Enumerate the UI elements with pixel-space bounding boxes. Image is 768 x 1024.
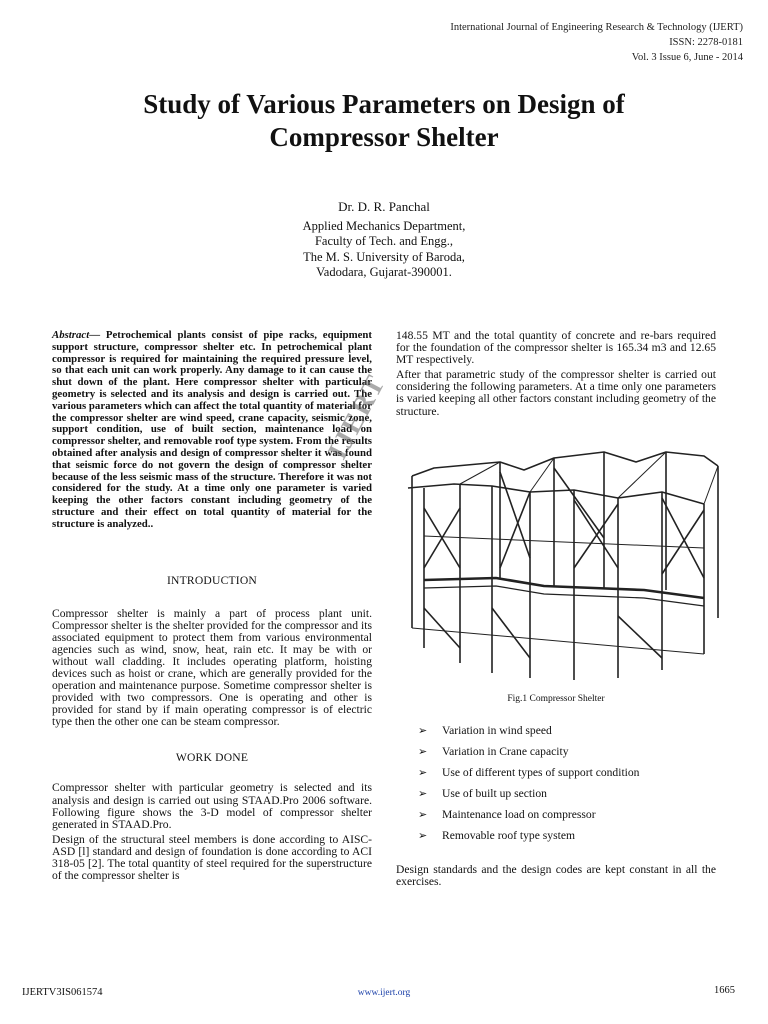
- footer-website-link[interactable]: www.ijert.org: [357, 988, 411, 998]
- list-item-label: Use of different types of support condition: [442, 766, 640, 779]
- footer-paper-id: IJERTV3IS061574: [22, 987, 103, 998]
- author-block: [184, 199, 584, 281]
- list-item-label: Use of built up section: [442, 787, 547, 800]
- list-item: [418, 766, 639, 787]
- list-item: [418, 745, 639, 766]
- author-name: Dr. D. R. Panchal: [338, 199, 430, 214]
- author-affiliation-4: Vadodara, Gujarat-390001.: [316, 265, 452, 279]
- closing-paragraph: Design standards and the design codes are kept constant in all the exercises.: [396, 863, 716, 889]
- arrow-bullet-icon: ➢: [418, 808, 428, 821]
- list-item-label: Maintenance load on compressor: [442, 808, 596, 821]
- journal-header: [450, 20, 743, 65]
- list-item: [418, 808, 639, 829]
- ijert-watermark: IJERT: [322, 369, 393, 465]
- list-item: [418, 724, 639, 745]
- arrow-bullet-icon: ➢: [418, 724, 428, 737]
- work-done-paragraph-1: Compressor shelter with particular geometry is selected and its analysis and design is carried out using STAAD.Pro 2006 software. Following figure shows the 3-D model of compressor shelter generated in STAAD.Pro.: [52, 781, 372, 831]
- arrow-bullet-icon: ➢: [418, 766, 428, 779]
- parameter-list: [418, 724, 639, 850]
- work-done-heading: WORK DONE: [175, 751, 249, 765]
- abstract-lead: Abstract: [52, 329, 90, 341]
- list-item-label: Removable roof type system: [442, 829, 575, 842]
- journal-name: International Journal of Engineering Research & Technology (IJERT): [450, 22, 743, 33]
- footer-page-number: 1665: [714, 985, 735, 996]
- introduction-paragraph: Compressor shelter is mainly a part of process plant unit. Compressor shelter is the shelter provided for the compressor and its associated equipment to protect them from various environmental agencies such as wind, snow, heat, rain etc. It may be with or without wall cladding. It includes operating platform, hoisting devices such as hoist or crane, which are generally provided for the operation and maintenance purpose. Sometime compressor shelter is provided with two compressors. One is operating and other is provided for stand by if main operating compressor is of electric type then the other one can be steam compressor.: [52, 606, 372, 729]
- journal-issn: ISSN: 2278-0181: [669, 37, 743, 48]
- abstract: [52, 330, 372, 531]
- arrow-bullet-icon: ➢: [418, 787, 428, 800]
- title-line-2: Compressor Shelter: [269, 122, 499, 152]
- journal-volume: Vol. 3 Issue 6, June - 2014: [631, 52, 743, 63]
- list-item: [418, 787, 639, 808]
- list-item-label: Variation in Crane capacity: [442, 745, 569, 758]
- arrow-bullet-icon: ➢: [418, 745, 428, 758]
- introduction-heading: INTRODUCTION: [167, 573, 257, 587]
- right-paragraph-1: 148.55 MT and the total quantity of concrete and re-bars required for the foundation of the compressor shelter is 165.34 m3 and 12.65 MT respectively.: [396, 329, 716, 367]
- figure-caption: Fig.1 Compressor Shelter: [507, 694, 605, 704]
- abstract-dash: —: [89, 329, 106, 341]
- left-column: [52, 330, 372, 885]
- arrow-bullet-icon: ➢: [418, 829, 428, 842]
- author-affiliation-3: The M. S. University of Baroda,: [303, 249, 465, 264]
- right-column: [396, 330, 716, 421]
- author-affiliation-2: Faculty of Tech. and Engg.,: [314, 234, 454, 248]
- paper-title: [60, 88, 708, 154]
- list-item-label: Variation in wind speed: [442, 724, 552, 737]
- abstract-text: Petrochemical plants consist of pipe racks, equipment support structure, compressor shelter etc. In petrochemical plant compressor is required for maintaining the required pressure level, so that each unit can work properly. Any damage to it can cause the shut down of the plant. Here compressor shelter with particular geometry is selected and its analysis and design is carried out. The various parameters which can affect the total quantity of material for the compressor shelter are wind speed, crane capacity, seismic zone, support condition, use of built section, maintenance load on compressor shelter, and removable roof type system. From the results obtained after analysis and design of compressor shelter it was found that seismic force do not govern the design of compressor shelter because of the less seismic mass of the structure. Therefore it was not considered for the study. At a time only one parameter is varied keeping the other factors constant including geometry of the structure and their effect on total quantity of material for the structure is analyzed..: [52, 329, 372, 530]
- title-line-1: Study of Various Parameters on Design of: [143, 89, 625, 119]
- compressor-shelter-figure: [404, 448, 724, 688]
- work-done-paragraph-2: Design of the structural steel members is done according to AISC-ASD [l] standard and design of foundation is done according to ACI 318-05 [2]. The total quantity of steel required for the superstructure of the compressor shelter is: [52, 832, 372, 883]
- list-item: [418, 829, 639, 850]
- author-affiliation-1: Applied Mechanics Department,: [302, 218, 466, 233]
- right-paragraph-2: After that parametric study of the compressor shelter is carried out considering the following parameters. At a time only one parameters is varied keeping all other factors constant including geometry of the structure.: [396, 368, 716, 418]
